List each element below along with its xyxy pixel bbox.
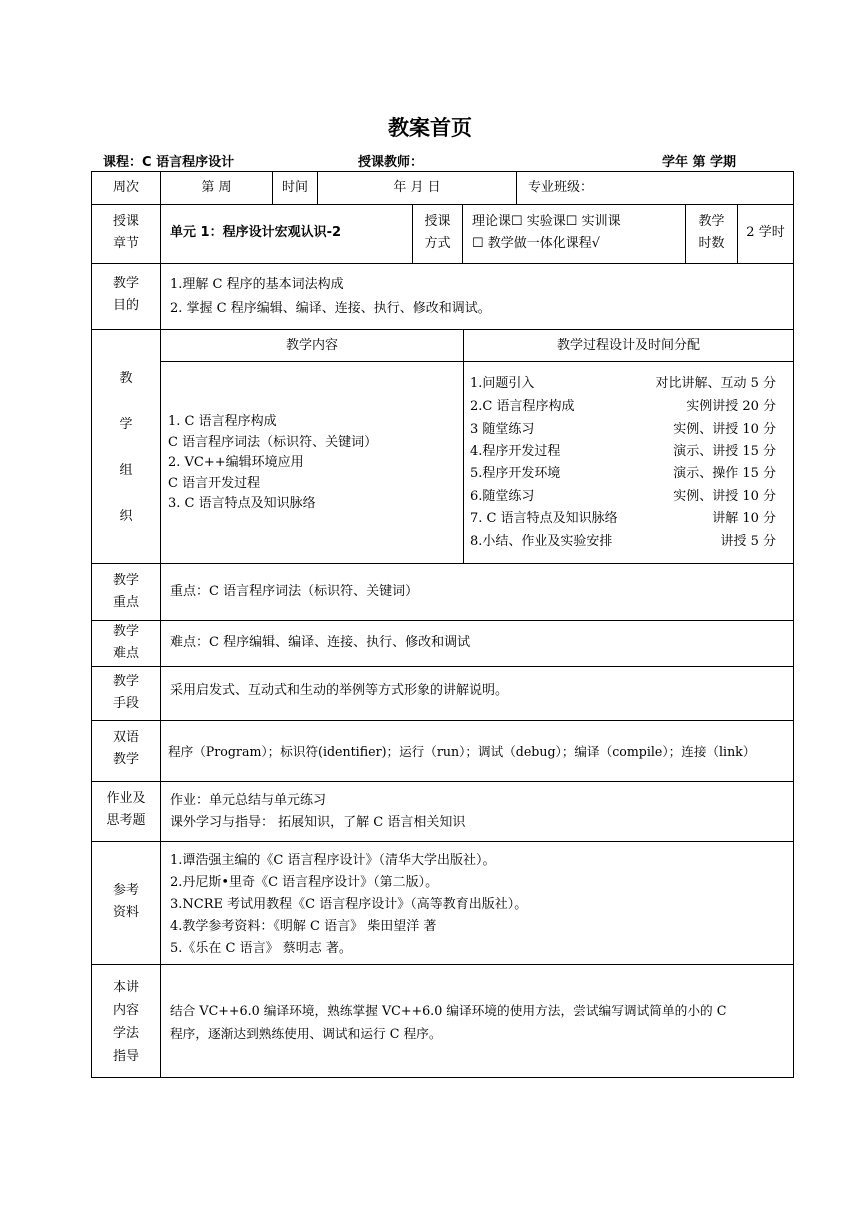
process-row: 1.问题引入 对比讲解、互动 5 分 [470,376,776,391]
means-text: 采用启发式、互动式和生动的举例等方式形象的讲解说明。 [170,683,509,698]
guide-text: 结合 VC++6.0 编译环境，熟练掌握 VC++6.0 编译环境的使用方法，尝试编写调试简单的小的 C 程序，逐渐达到熟练使用、调试和运行 C 程序。 [170,1003,727,1041]
homework-label: 作业及 思考题 [106,791,146,828]
goal-list [170,273,491,321]
method-label: 授课 方式 [424,214,451,251]
time-label: 时间 [281,180,308,195]
week-value: 第 周 [201,180,232,195]
hours-value: 2 学时 [746,225,785,240]
list-item: 3. C 语言特点及知识脉络 [168,496,316,511]
list-item: 2.丹尼斯•里奇《C 语言程序设计》（第二版）。 [170,875,439,890]
class-label: 专业班级： [528,180,594,195]
means-label: 教学 手段 [112,674,139,711]
process-row: 5.程序开发环境 演示、操作 15 分 [470,466,776,481]
page-title: 教案首页 [388,116,472,140]
guide-label: 本讲 内容 学法 指导 [112,980,139,1064]
key-text: 重点：C 语言程序词法（标识符、关键词） [170,584,419,599]
process-row: 3 随堂练习 实例、讲授 10 分 [470,422,776,437]
list-item: 1. C 语言程序构成 [168,414,277,429]
method-options: 理论课☐ 实验课☐ 实训课 ☐ 教学做一体化课程√ [472,214,621,251]
list-item: C 语言开发过程 [168,475,261,491]
bilingual-text: 程序（Program）；标识符(identifier)；运行（run）；调试（debug）；编译（compile）；连接（link） [168,744,756,759]
goal-label: 教学 目的 [112,276,139,313]
bilingual-label: 双语 教学 [112,730,139,767]
difficulty-text: 难点：C 程序编辑、编译、连接、执行、修改和调试 [170,635,471,650]
unit-title: 单元 1：程序设计宏观认识-2 [170,225,342,240]
list-item: 5.《乐在 C 语言》 蔡明志 著。 [170,941,352,956]
process-row: 2.C 语言程序构成 实例讲授 20 分 [470,399,776,414]
week-label: 周次 [112,180,139,195]
process-row: 4.程序开发过程 演示、讲授 15 分 [470,444,776,459]
list-item: 2. 掌握 C 程序编辑、编译、连接、执行、修改和调试。 [170,301,491,316]
process-header: 教学过程设计及时间分配 [556,338,700,353]
process-row: 7. C 语言特点及知识脉络 讲解 10 分 [470,511,776,526]
content-list [168,412,377,515]
reference-label: 参考 资料 [112,883,139,920]
list-item: 3.NCRE 考试用教程《C 语言程序设计》（高等教育出版社）。 [170,897,528,912]
homework-text: 作业：单元总结与单元练习 课外学习与指导： 拓展知识，了解 C 语言相关知识 [170,793,466,830]
list-item: 1.谭浩强主编的《C 语言程序设计》（清华大学出版社）。 [170,853,496,868]
org-label: 教 学 组 织 [119,371,133,524]
difficulty-label: 教学 难点 [112,624,139,661]
list-item: C 语言程序词法（标识符、关键词） [168,434,378,450]
reference-list [170,850,527,960]
process-row: 6.随堂练习 实例、讲授 10 分 [470,489,776,504]
process-row: 8.小结、作业及实验安排 讲授 5 分 [470,534,776,549]
key-label: 教学 重点 [112,573,139,610]
list-item: 2. VC++编辑环境应用 [168,455,304,470]
list-item: 4.教学参考资料：《明解 C 语言》 柴田望洋 著 [170,919,437,934]
unit-label: 授课 章节 [112,214,139,251]
course-label: 课程：C 语言程序设计 [103,155,235,170]
hours-label: 教学 时数 [698,214,725,251]
term-label: 学年 第 学期 [662,155,737,170]
content-header: 教学内容 [285,338,338,353]
list-item: 1.理解 C 程序的基本词法构成 [170,277,344,292]
teacher-label: 授课教师： [358,155,424,170]
date-value: 年 月 日 [393,180,441,195]
